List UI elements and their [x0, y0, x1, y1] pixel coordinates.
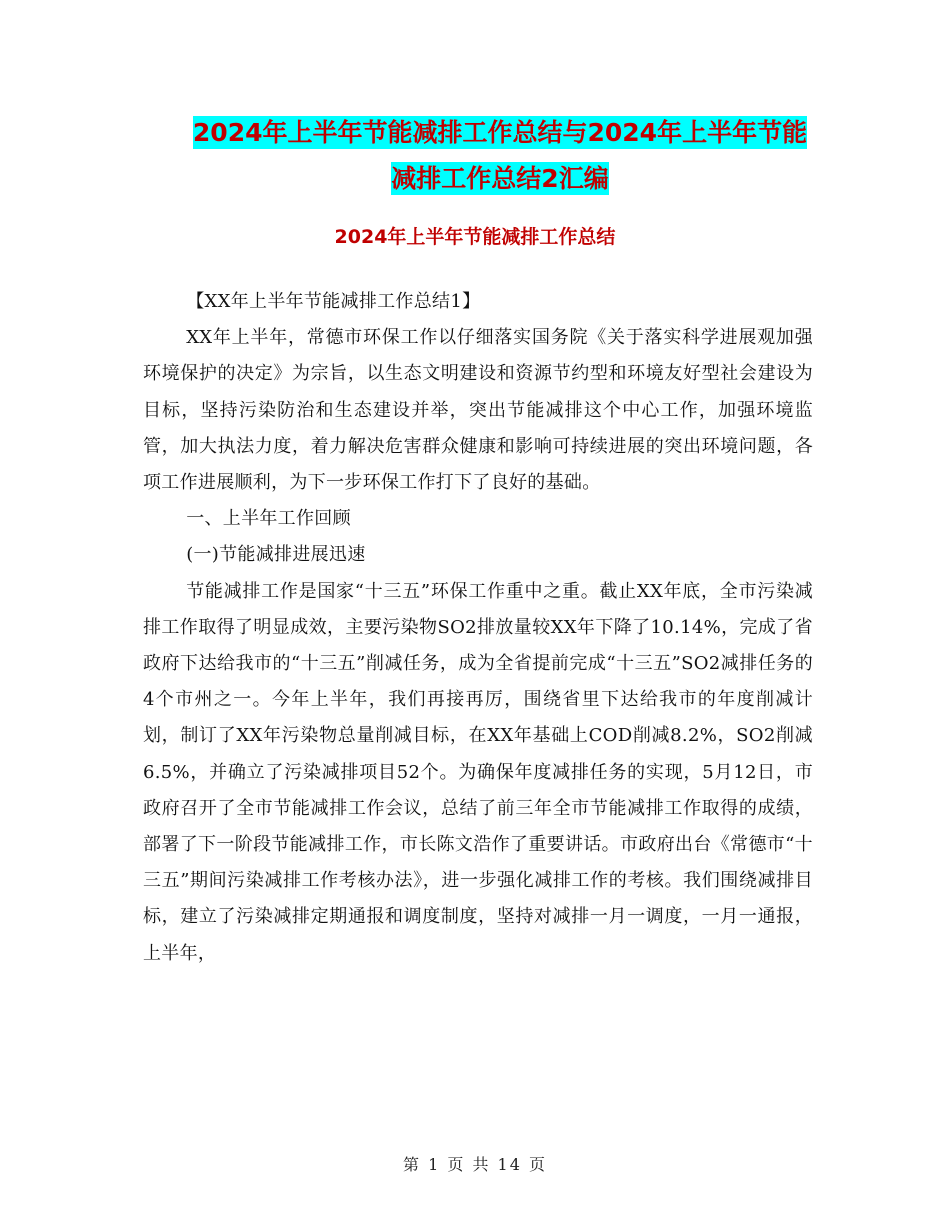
- paragraph: XX年上半年，常德市环保工作以仔细落实国务院《关于落实科学进展观加强环境保护的决定》为宗旨，以生态文明建设和资源节约型和环境友好型社会建设为目标，坚持污染防治和生态建设并举，突出节能减排这个中心工作，加强环境监管，加大执法力度，着力解决危害群众健康和影响可持续进展的突出环境问题，各项工作进展顺利，为下一步环保工作打下了良好的基础。: [143, 327, 813, 494]
- page-number: 第 1 页 共 14 页: [403, 1155, 547, 1174]
- title-line-2: 减排工作总结2汇编: [391, 164, 609, 193]
- document-title: [130, 110, 870, 202]
- paragraph-heading: 【XX年上半年节能减排工作总结1】: [186, 291, 481, 312]
- document-body: [143, 284, 813, 972]
- paragraph-heading: 一、上半年工作回顾: [186, 508, 351, 530]
- paragraph: 节能减排工作是国家“十三五”环保工作重中之重。截止XX年底，全市污染减排工作取得了明显成效，主要污染物SO2排放量较XX年下降了10.14%，完成了省政府下达给我市的“十三五”削减任务，成为全省提前完成“十三五”SO2减排任务的4个市州之一。今年上半年，我们再接再厉，围绕省里下达给我市的年度削减计划，制订了XX年污染物总量削减目标，在XX年基础上COD削减8.2%，SO2削减6.5%，并确立了污染减排项目52个。为确保年度减排任务的实现，5月12日，市政府召开了全市节能减排工作会议，总结了前三年全市节能减排工作取得的成绩，部署了下一阶段节能减排工作，市长陈文浩作了重要讲话。市政府出台《常德市“十三五”期间污染减排工作考核办法》，进一步强化减排工作的考核。我们围绕减排目标，建立了污染减排定期通报和调度制度，坚持对减排一月一调度，一月一通报，上半年，: [143, 580, 813, 964]
- section-title: 2024年上半年节能减排工作总结: [334, 226, 616, 248]
- paragraph-heading: (一)节能减排进展迅速: [186, 544, 366, 566]
- title-line-1: 2024年上半年节能减排工作总结与2024年上半年节能: [192, 118, 808, 147]
